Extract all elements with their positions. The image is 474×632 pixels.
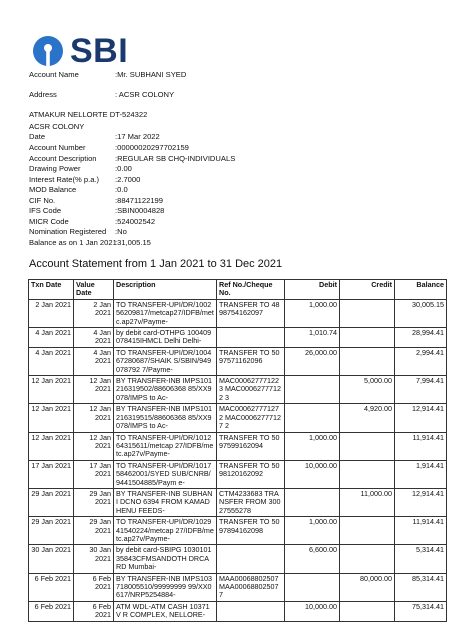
table-row	[29, 328, 447, 348]
value-date-cell: 29 Jan 2021	[74, 517, 114, 545]
account-detail-label: MOD Balance	[29, 185, 77, 194]
account-detail-value: :88471122199	[115, 196, 164, 205]
table-row	[29, 376, 447, 404]
value-date-cell: 4 Jan 2021	[74, 347, 114, 375]
txn-date-cell: 12 Jan 2021	[29, 404, 74, 432]
txn-date-cell: 6 Feb 2021	[29, 601, 74, 621]
account-detail-value: :0.00	[115, 164, 132, 173]
account-detail-value: :REGULAR SB CHQ-INDIVIDUALS	[115, 154, 236, 163]
account-detail-label: Account Number	[29, 143, 86, 152]
txn-date-cell: 12 Jan 2021	[29, 376, 74, 404]
table-row	[29, 517, 447, 545]
balance-cell: 12,914.41	[395, 404, 447, 432]
balance-cell: 1,914.41	[395, 460, 447, 488]
value-date-cell: 12 Jan 2021	[74, 404, 114, 432]
table-row	[29, 601, 447, 621]
sbi-logo-mark-icon	[32, 35, 64, 67]
value-date-cell: 12 Jan 2021	[74, 432, 114, 460]
credit-cell	[340, 517, 395, 545]
description-cell: ATM WDL-ATM CASH 10371 V R COMPLEX, NELLORE-	[114, 601, 217, 621]
ref-no-cell: CTM4233683 TRANSFER FROM 30027555278	[217, 488, 285, 516]
sbi-logo	[32, 34, 128, 68]
balance-cell: 85,314.41	[395, 573, 447, 601]
balance-cell: 5,314.41	[395, 545, 447, 573]
ref-no-cell: MAA00068802507 MAA00068802507 7	[217, 573, 285, 601]
statement-title: Account Statement from 1 Jan 2021 to 31 Dec 2021	[29, 258, 283, 270]
ref-no-cell: TRANSFER TO 5097894162098	[217, 517, 285, 545]
description-cell: TO TRANSFER-UPI/DR/101264315611/metcap 27/IDFB/metc.ap27v/Payme-	[114, 432, 217, 460]
debit-cell: 1,010.74	[285, 328, 340, 348]
txn-date-cell: 6 Feb 2021	[29, 573, 74, 601]
header-credit: Credit	[340, 280, 395, 300]
debit-cell: 1,000.00	[285, 517, 340, 545]
ref-no-cell: MAC00062777127 2 MAC00062777127 2	[217, 404, 285, 432]
ref-no-cell: MAC00062777122 3 MAC00062777122 3	[217, 376, 285, 404]
balance-cell: 11,914.41	[395, 432, 447, 460]
account-detail-value: :31,005.15	[115, 238, 151, 247]
ref-no-cell: TRANSFER TO 4898754162097	[217, 299, 285, 327]
ref-no-cell	[217, 328, 285, 348]
account-detail-value: :2.7000	[115, 175, 141, 184]
debit-cell: 10,000.00	[285, 601, 340, 621]
account-detail-label: Address	[29, 90, 57, 99]
debit-cell	[285, 404, 340, 432]
credit-cell	[340, 432, 395, 460]
description-cell: TO TRANSFER-UPI/DR/100467280687/SHAIK S/SBIN/949078792 7/Payme-	[114, 347, 217, 375]
balance-cell: 28,994.41	[395, 328, 447, 348]
table-row	[29, 460, 447, 488]
table-row	[29, 347, 447, 375]
table-row	[29, 404, 447, 432]
table-row	[29, 432, 447, 460]
credit-cell	[340, 328, 395, 348]
account-detail-label: CIF No.	[29, 196, 56, 205]
txn-date-cell: 29 Jan 2021	[29, 517, 74, 545]
credit-cell	[340, 347, 395, 375]
balance-cell: 7,994.41	[395, 376, 447, 404]
description-cell: BY TRANSFER-INB SUBHANI DCNO 6394 FROM KAMADHENU FEEDS-	[114, 488, 217, 516]
account-detail-label: Nomination Registered	[29, 227, 107, 236]
txn-date-cell: 17 Jan 2021	[29, 460, 74, 488]
txn-date-cell: 2 Jan 2021	[29, 299, 74, 327]
balance-cell: 11,914.41	[395, 517, 447, 545]
value-date-cell: 12 Jan 2021	[74, 376, 114, 404]
account-detail-value: :SBIN0004828	[115, 206, 165, 215]
debit-cell	[285, 573, 340, 601]
balance-cell: 75,314.41	[395, 601, 447, 621]
header-value-date: Value Date	[74, 280, 114, 300]
account-detail-label: Interest Rate(% p.a.)	[29, 175, 100, 184]
account-detail-value: :17 Mar 2022	[115, 132, 160, 141]
description-cell: by debit card-SBIPG 103010135843CFMSANDOTH DRCARD Mumbai-	[114, 545, 217, 573]
debit-cell: 6,600.00	[285, 545, 340, 573]
debit-cell	[285, 488, 340, 516]
debit-cell: 1,000.00	[285, 299, 340, 327]
description-cell: BY TRANSFER-INB IMPS101216319502/88606368 85/XX9078/IMPS to Ac-	[114, 376, 217, 404]
value-date-cell: 30 Jan 2021	[74, 545, 114, 573]
value-date-cell: 2 Jan 2021	[74, 299, 114, 327]
account-detail-value: : ACSR COLONY	[115, 90, 175, 99]
ref-no-cell: TRANSFER TO 5097599162094	[217, 432, 285, 460]
value-date-cell: 17 Jan 2021	[74, 460, 114, 488]
account-detail-value: ATMAKUR NELLORTE DT-524322	[29, 110, 148, 119]
ref-no-cell	[217, 601, 285, 621]
table-row	[29, 488, 447, 516]
transactions-table	[28, 279, 447, 622]
ref-no-cell: TRANSFER TO 5097571162096	[217, 347, 285, 375]
txn-date-cell: 4 Jan 2021	[29, 347, 74, 375]
debit-cell: 10,000.00	[285, 460, 340, 488]
credit-cell	[340, 299, 395, 327]
account-detail-label: MICR Code	[29, 217, 69, 226]
debit-cell	[285, 376, 340, 404]
credit-cell	[340, 601, 395, 621]
credit-cell	[340, 545, 395, 573]
account-detail-label: Drawing Power	[29, 164, 81, 173]
debit-cell: 26,000.00	[285, 347, 340, 375]
txn-date-cell: 29 Jan 2021	[29, 488, 74, 516]
header-ref-no: Ref No./Cheque No.	[217, 280, 285, 300]
value-date-cell: 4 Jan 2021	[74, 328, 114, 348]
credit-cell: 4,920.00	[340, 404, 395, 432]
credit-cell: 80,000.00	[340, 573, 395, 601]
value-date-cell: 29 Jan 2021	[74, 488, 114, 516]
txn-date-cell: 30 Jan 2021	[29, 545, 74, 573]
table-row	[29, 545, 447, 573]
description-cell: BY TRANSFER-INB IMPS103718005510/99999999 99/XX0617/NRP5254884-	[114, 573, 217, 601]
balance-cell: 12,914.41	[395, 488, 447, 516]
header-description: Description	[114, 280, 217, 300]
table-row	[29, 299, 447, 327]
sbi-logo-text: SBI	[70, 32, 129, 70]
description-cell: TO TRANSFER-UPI/DR/102941540224/metcap 27/IDFB/metc.ap27v/Payme-	[114, 517, 217, 545]
account-detail-value: :Mr. SUBHANI SYED	[115, 70, 187, 79]
value-date-cell: 6 Feb 2021	[74, 573, 114, 601]
txn-date-cell: 4 Jan 2021	[29, 328, 74, 348]
table-row	[29, 573, 447, 601]
ref-no-cell	[217, 545, 285, 573]
credit-cell	[340, 460, 395, 488]
account-detail-value: :No	[115, 227, 127, 236]
balance-cell: 2,994.41	[395, 347, 447, 375]
header-balance: Balance	[395, 280, 447, 300]
txn-date-cell: 12 Jan 2021	[29, 432, 74, 460]
header-debit: Debit	[285, 280, 340, 300]
account-detail-value: ACSR COLONY	[29, 122, 85, 131]
debit-cell: 1,000.00	[285, 432, 340, 460]
description-cell: BY TRANSFER-INB IMPS101216319515/88606368 85/XX9078/IMPS to Ac-	[114, 404, 217, 432]
account-detail-label: Balance as on 1 Jan 2021	[29, 238, 117, 247]
account-detail-value: :00000020297702159	[115, 143, 189, 152]
credit-cell: 11,000.00	[340, 488, 395, 516]
account-detail-label: Date	[29, 132, 46, 141]
balance-cell: 30,005.15	[395, 299, 447, 327]
description-cell: TO TRANSFER-UPI/DR/100256209817/metcap27/IDFB/metc.ap27v/Payme-	[114, 299, 217, 327]
ref-no-cell: TRANSFER TO 5098120162092	[217, 460, 285, 488]
description-cell: TO TRANSFER-UPI/DR/101758462001/SYED SUB/CNRB/9441504885/Paym e-	[114, 460, 217, 488]
account-detail-label: Account Name	[29, 70, 79, 79]
header-txn-date: Txn Date	[29, 280, 74, 300]
value-date-cell: 6 Feb 2021	[74, 601, 114, 621]
account-detail-label: IFS Code	[29, 206, 62, 215]
account-detail-value: :524002542	[115, 217, 156, 226]
table-header-row	[29, 280, 447, 300]
account-detail-value: :0.0	[115, 185, 128, 194]
credit-cell: 5,000.00	[340, 376, 395, 404]
account-detail-label: Account Description	[29, 154, 97, 163]
description-cell: by debit card-OTHPG 100409078415IHMCL Delhi Delhi-	[114, 328, 217, 348]
